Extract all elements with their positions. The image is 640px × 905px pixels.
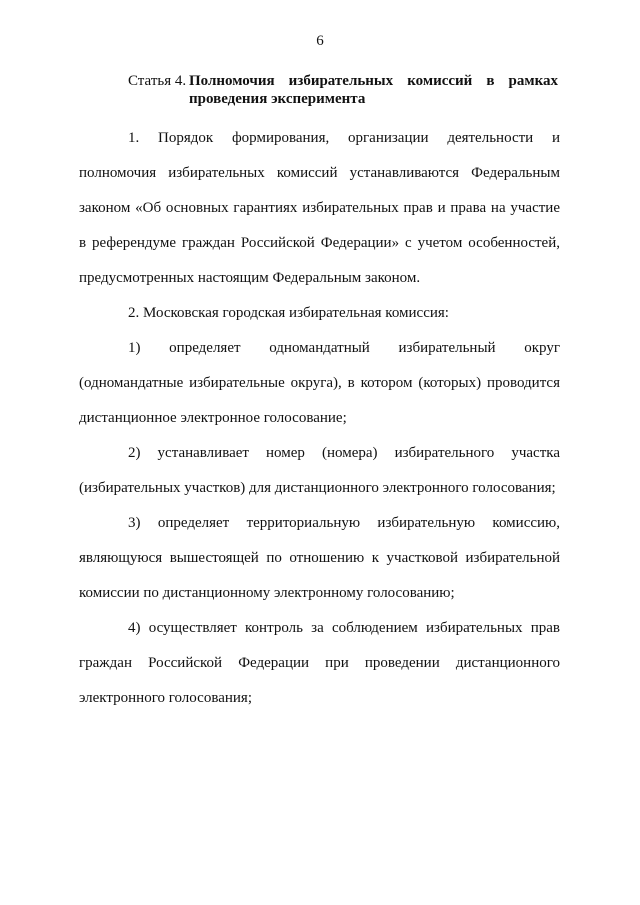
article-number: Статья 4. (128, 73, 187, 89)
paragraph-item-1: 1) определяет одномандатный избирательный округ (одномандатные избирательные округа), в котором (которых) проводится дистанционное электронное голосование; (79, 340, 560, 426)
paragraph-item-4: 4) осуществляет контроль за соблюдением избирательных прав граждан Российской Федерации при проведении дистанционного электронного голосования; (79, 620, 560, 706)
paragraph-item-2: 2) устанавливает номер (номера) избирательного участка (избирательных участков) для дистанционного электронного голосования; (79, 445, 560, 496)
paragraph-part-1: 1. Порядок формирования, организации деятельности и полномочия избирательных комиссий устанавливаются Федеральным законом «Об основных гарантиях избирательных прав и права на участие в референдуме граждан Российской Федерации» с учетом особенностей, предусмотренных настоящим Федеральным законом. (79, 130, 560, 286)
page-number: 6 (316, 33, 324, 49)
paragraph-part-2: 2. Московская городская избирательная комиссия: (128, 305, 449, 321)
article-body (79, 121, 560, 716)
article-title: Полномочия избирательных комиссий в рамках проведения эксперимента (189, 73, 558, 107)
article-heading (128, 72, 558, 108)
paragraph-item-3: 3) определяет территориальную избирательную комиссию, являющуюся вышестоящей по отношению к участковой избирательной комиссии по дистанционному электронному голосованию; (79, 515, 560, 601)
